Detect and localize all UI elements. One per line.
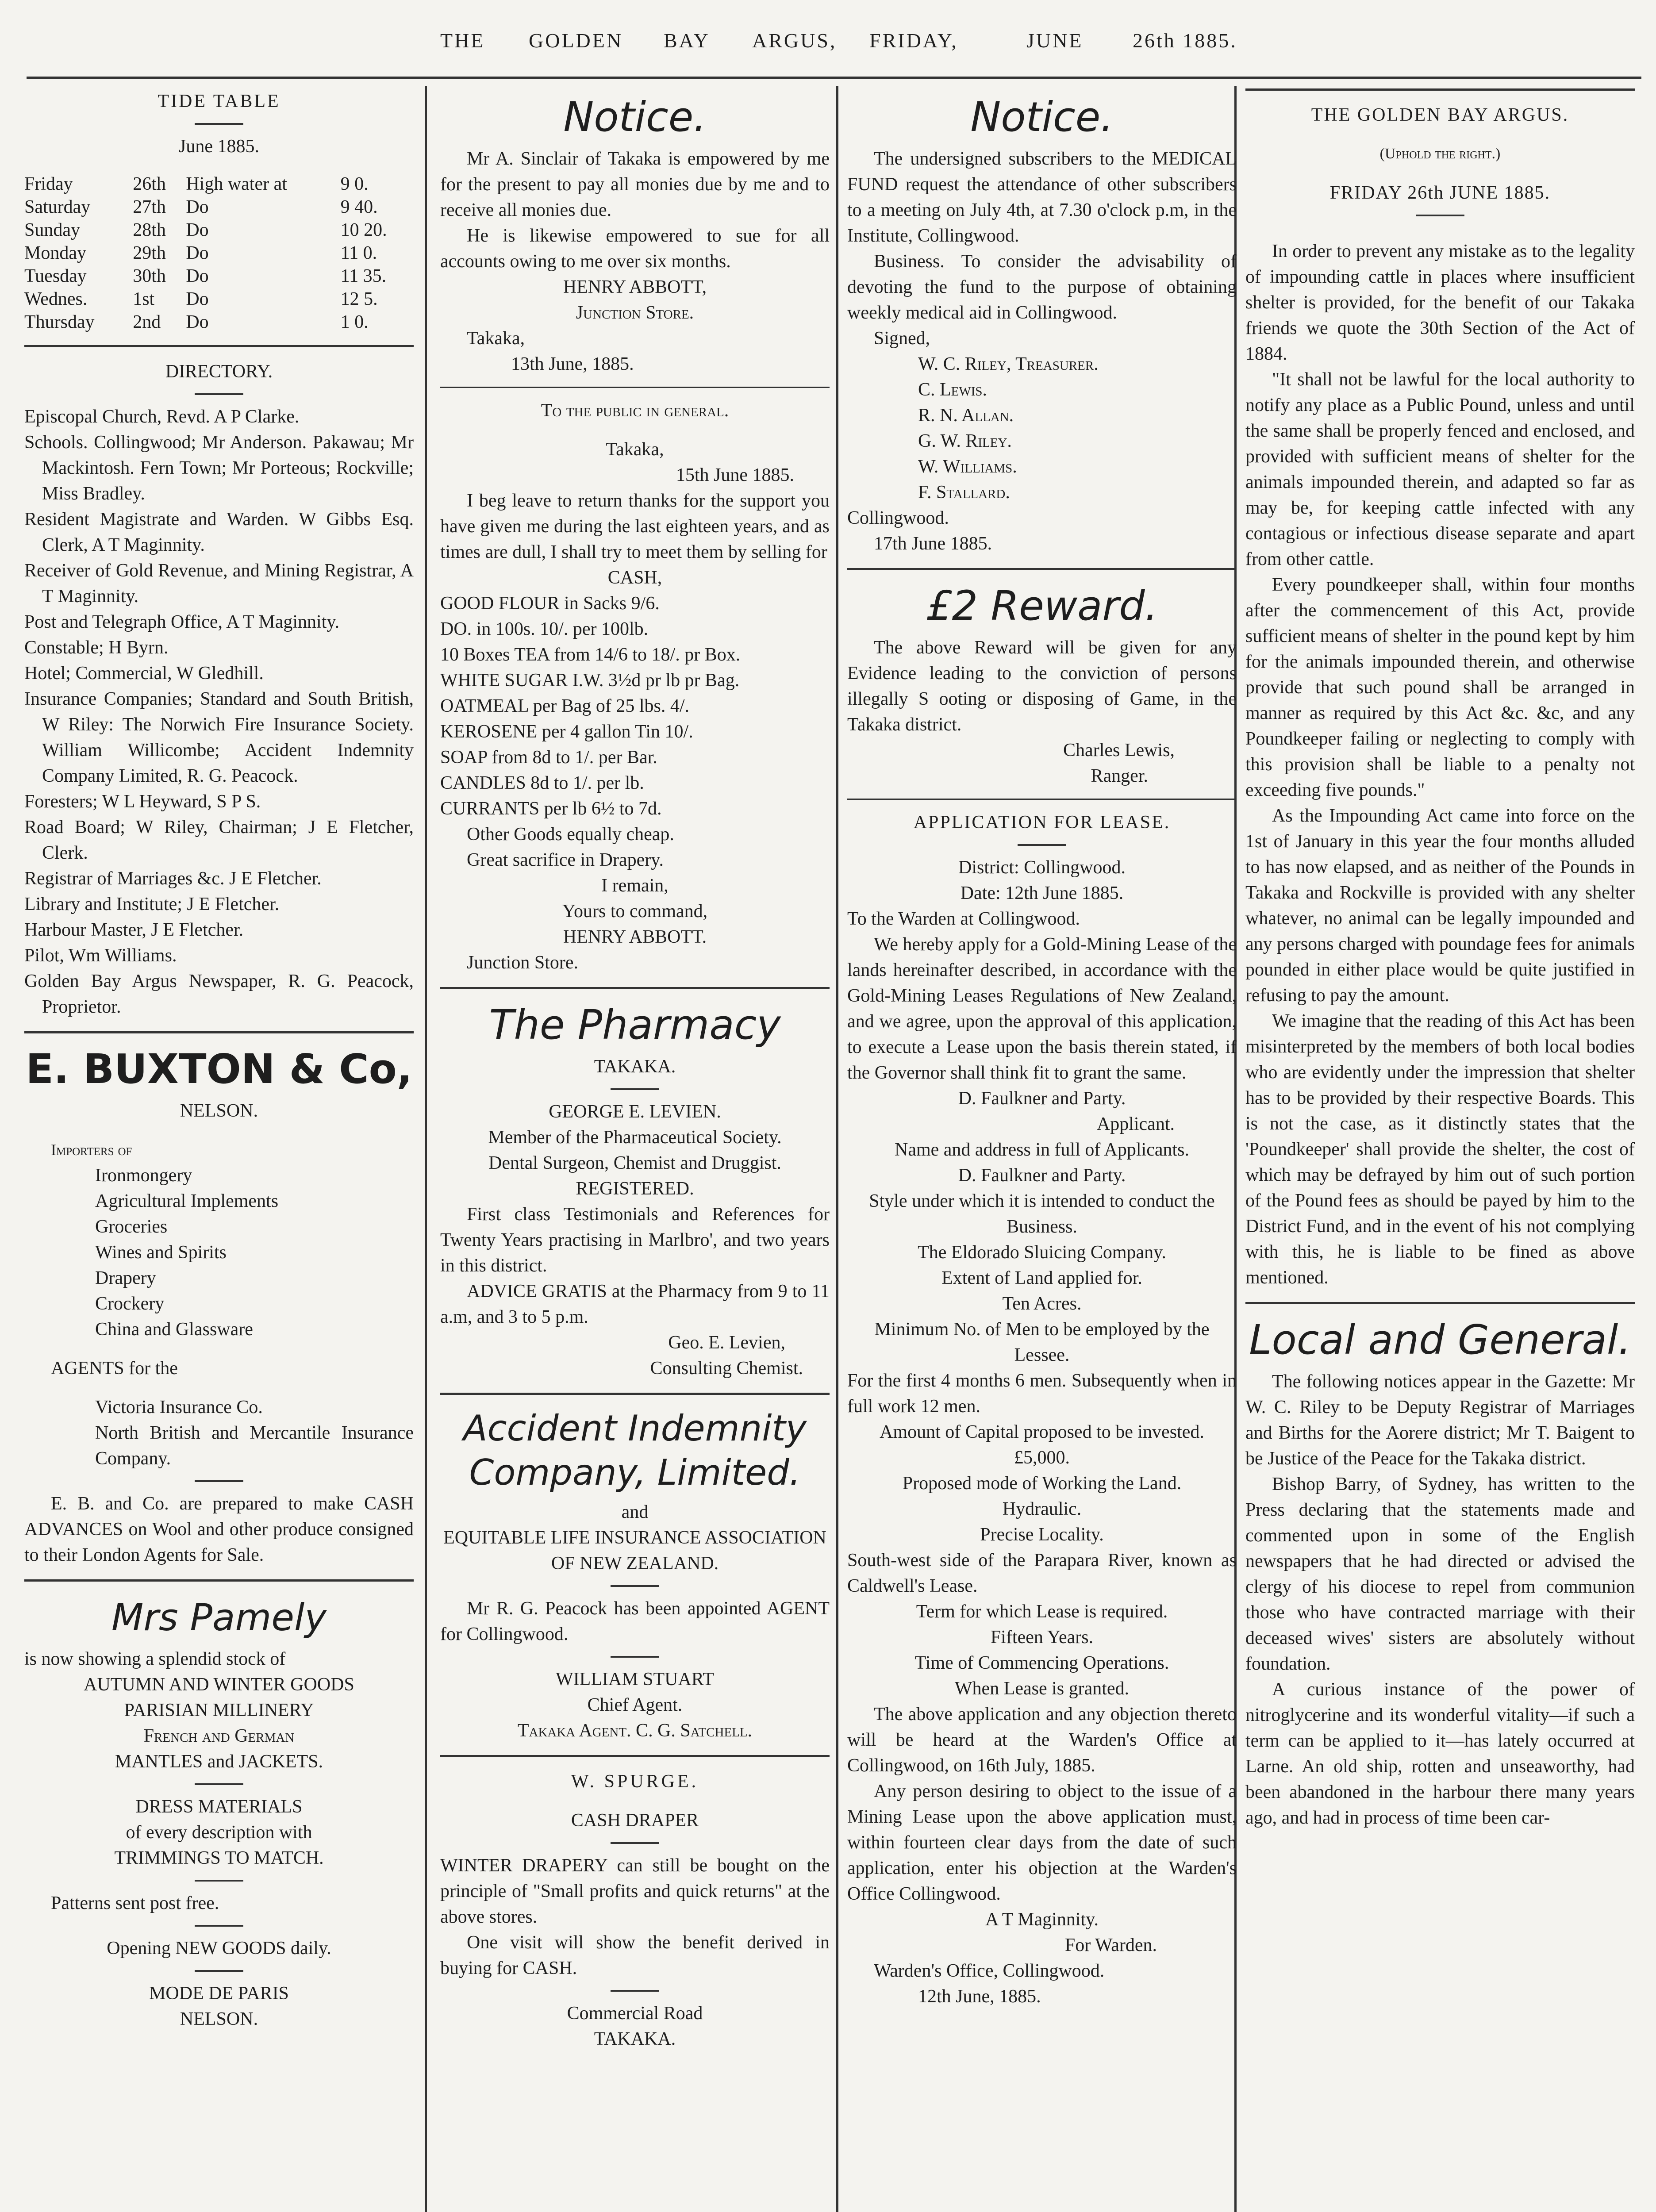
lease-line: For the first 4 months 6 men. Subsequently when in full work 12 men. (847, 1371, 1237, 1417)
column-1 (24, 88, 414, 2212)
signature: A T Maginnity. (985, 1909, 1099, 1930)
notice-heading: Notice. (563, 93, 707, 141)
divider (195, 1783, 243, 1785)
lease-text: The above application and any objection thereto will be heard at the Warden's Office at Collingwood, on 16th July, 1885. (847, 1704, 1237, 1776)
price-item: SOAP from 8d to 1/. per Bar. (440, 747, 657, 768)
masthead-argus: ARGUS, (752, 29, 837, 52)
goods-item: Agricultural Implements (95, 1191, 279, 1211)
signature-title: Chief Agent. (587, 1695, 683, 1715)
directory-entry: Schools. Collingwood; Mr Anderson. Pakawau; Mr Mackintosh. Fern Town; Mr Porteous; Rockville; Miss Bradley. (24, 432, 414, 504)
tide-row (24, 242, 414, 265)
pamely-line: AUTUMN AND WINTER GOODS (84, 1674, 354, 1695)
spurge-text: One visit will show the benefit derived in buying for CASH. (440, 1932, 830, 1978)
directory-entry: Post and Telegraph Office, A T Maginnity. (24, 612, 340, 632)
directory-entry: Constable; H Byrn. (24, 637, 169, 658)
price-item: GOOD FLOUR in Sacks 9/6. (440, 593, 660, 614)
public-line: Yours to command, (562, 901, 708, 922)
tide-day: Tuesday (24, 266, 87, 286)
lease-line: When Lease is granted. (954, 1678, 1130, 1699)
masthead-golden: GOLDEN (529, 29, 623, 52)
directory-entry: Receiver of Gold Revenue, and Mining Registrar, A T Maginnity. (24, 561, 414, 607)
divider (1245, 88, 1635, 91)
tide-day: Monday (24, 243, 86, 263)
divider (440, 1393, 830, 1395)
pharmacy-place: TAKAKA. (594, 1056, 676, 1077)
paper-motto: (Uphold the right.) (1379, 146, 1501, 162)
lease-line: Ten Acres. (1002, 1294, 1082, 1314)
public-line: Other Goods equally cheap. (467, 824, 674, 845)
masthead-day: FRIDAY, (869, 29, 958, 52)
tide-date: 2nd (133, 312, 161, 332)
divider (440, 987, 830, 989)
tide-row (24, 311, 414, 334)
lease-district: District: Collingwood. (958, 857, 1126, 878)
lease-line: Amount of Capital proposed to be invested. (880, 1422, 1204, 1442)
lease-date: Date: 12th June 1885. (960, 883, 1124, 903)
pharmacy-line: Dental Surgeon, Chemist and Druggist. (488, 1153, 781, 1173)
lease-line: Precise Locality. (980, 1525, 1104, 1545)
goods-item: Drapery (95, 1268, 156, 1288)
price-item: CURRANTS per lb 6½ to 7d. (440, 799, 662, 819)
reward-heading: £2 Reward. (926, 582, 1158, 630)
lease-line: Name and address in full of Applicants. (894, 1140, 1189, 1160)
notice-heading: Notice. (970, 93, 1114, 141)
pamely-line: TRIMMINGS TO MATCH. (114, 1848, 324, 1868)
pamely-line: MODE DE PARIS (149, 1983, 289, 2004)
divider (24, 1579, 414, 1582)
directory-entry: Episcopal Church, Revd. A P Clarke. (24, 407, 300, 427)
directory-entry: Hotel; Commercial, W Gledhill. (24, 663, 264, 684)
tide-label: Do (186, 289, 209, 309)
lease-line: South-west side of the Parapara River, known as Caldwell's Lease. (847, 1550, 1237, 1596)
local-general-text: Bishop Barry, of Sydney, has written to the Press declaring that the statements made and commented upon in some of the English newspapers that he had directed or advised the clergy of his diocese to repel from communion those who have contracted marriage with their deceased wives' sisters are absolutely without foundation. (1245, 1474, 1635, 1674)
pamely-line: Opening NEW GOODS daily. (107, 1938, 331, 1959)
masthead-the: THE (440, 29, 485, 52)
tide-table-month: June 1885. (179, 136, 259, 157)
column-divider (836, 86, 838, 2212)
lease-line: Term for which Lease is required. (916, 1601, 1168, 1622)
divider (611, 1990, 659, 1992)
signature: Geo. E. Levien, (668, 1333, 785, 1353)
tide-time: 1 0. (340, 312, 369, 332)
medical-fund-text: Business. To consider the advisability of devoting the fund to the purpose of obtaining weekly medical aid in Collingwood. (847, 251, 1237, 323)
signature: D. Faulkner and Party. (958, 1088, 1126, 1109)
signature-title: For Warden. (1064, 1935, 1157, 1955)
masthead (0, 24, 1656, 73)
tide-date: 30th (133, 266, 166, 286)
notice-text: He is likewise empowered to sue for all accounts owing to me over six months. (440, 226, 830, 272)
agents-label: AGENTS for the (51, 1358, 178, 1379)
directory-entry: Foresters; W L Heyward, S P S. (24, 791, 261, 812)
column-3 (847, 88, 1237, 2212)
tide-date: 27th (133, 197, 166, 217)
divider (1416, 215, 1464, 216)
accident-line: and (621, 1502, 649, 1522)
tide-date: 29th (133, 243, 166, 263)
reward-text: The above Reward will be given for any Evidence leading to the conviction of persons illegally S ooting or disposing of Game, in the Takaka district. (847, 637, 1237, 735)
goods-list (24, 1163, 414, 1342)
directory-entry: Resident Magistrate and Warden. W Gibbs Esq. Clerk, A T Maginnity. (24, 509, 414, 555)
directory-entry: Road Board; W Riley, Chairman; J E Fletcher, Clerk. (24, 817, 414, 863)
column-4 (1245, 88, 1635, 2212)
tide-row (24, 288, 414, 311)
tide-time: 11 35. (340, 266, 387, 286)
medical-place: Collingwood. (847, 508, 949, 528)
masthead-bay: BAY (664, 29, 710, 52)
signer-name: W. C. Riley, Treasurer. (918, 354, 1099, 374)
pharmacy-line: REGISTERED. (576, 1179, 694, 1199)
editorial-text: We imagine that the reading of this Act has been misinterpreted by the members of both local bodies who are evidently under the impression that shelter has to be provided by their respective Boards. This is not the case, as it distinctly states that the 'Poundkeeper' shall provide the shelter, the cost of which may be defrayed by him out of such portion of the Pound fees as should be payed by him to the District Fund, and in the event of his not complying with this, he is liable to be fined as above mentioned. (1245, 1011, 1635, 1288)
paper-title: THE GOLDEN BAY ARGUS. (1311, 105, 1569, 125)
divider (195, 123, 243, 125)
agent-victoria: Victoria Insurance Co. (95, 1397, 263, 1417)
medical-fund-text: The undersigned subscribers to the MEDICAL FUND request the attendance of other subscribers to a meeting on July 4th, at 7.30 o'clock p.m, in the Institute, Collingwood. (847, 149, 1237, 246)
divider (195, 1970, 243, 1972)
divider (24, 1031, 414, 1033)
spurge-sub: CASH DRAPER (571, 1810, 699, 1831)
public-text: I beg leave to return thanks for the support you have given me during the last eighteen years, and as times are dull, I shall try to meet them by selling for (440, 491, 830, 562)
lease-text: Any person desiring to object to the issue of a Mining Lease upon the above application must, within fourteen clear days from the date of such application, enter his objection at the Warden's Office Collingwood. (847, 1781, 1237, 1904)
divider (195, 393, 243, 395)
signature: HENRY ABBOTT. (563, 927, 707, 947)
tide-table (24, 173, 414, 334)
pharmacy-line: Member of the Pharmaceutical Society. (488, 1127, 782, 1148)
pamely-line: is now showing a splendid stock of (24, 1649, 286, 1669)
price-item: WHITE SUGAR I.W. 3½d pr lb pr Bag. (440, 670, 740, 691)
tide-time: 9 40. (340, 197, 378, 217)
accident-text: Mr R. G. Peacock has been appointed AGENT for Collingwood. (440, 1598, 830, 1644)
notice-date: 13th June, 1885. (511, 354, 634, 374)
tide-date: 1st (133, 289, 155, 309)
pamely-line: NELSON. (180, 2009, 258, 2029)
price-list (440, 591, 830, 822)
signature: WILLIAM STUART (556, 1669, 714, 1690)
tide-label: Do (186, 197, 209, 217)
buxton-heading: E. BUXTON & Co, (26, 1045, 412, 1093)
price-item: KEROSENE per 4 gallon Tin 10/. (440, 722, 693, 742)
divider (195, 1480, 243, 1482)
lease-line: The Eldorado Sluicing Company. (918, 1242, 1166, 1263)
pharmacy-heading: The Pharmacy (489, 1001, 781, 1048)
tide-label: Do (186, 243, 209, 263)
tide-row (24, 219, 414, 242)
divider (847, 799, 1237, 800)
tide-row (24, 196, 414, 219)
directory-entry: Golden Bay Argus Newspaper, R. G. Peacock, Proprietor. (24, 971, 414, 1017)
divider (440, 1755, 830, 1757)
accident-line: EQUITABLE LIFE INSURANCE ASSOCIATION OF NEW ZEALAND. (443, 1528, 826, 1574)
signature-title: Junction Store. (467, 952, 578, 973)
goods-item: Crockery (95, 1294, 165, 1314)
tide-label: High water at (186, 174, 287, 194)
price-item: 10 Boxes TEA from 14/6 to 18/. pr Box. (440, 645, 741, 665)
tide-day: Sunday (24, 220, 80, 240)
divider (24, 345, 414, 347)
signer-name: G. W. Riley. (918, 431, 1012, 451)
divider (611, 1842, 659, 1844)
tide-row (24, 173, 414, 196)
pharmacy-text: First class Testimonials and References for Twenty Years practising in Marlbro', and two years in this district. (440, 1204, 830, 1276)
public-line: Great sacrifice in Drapery. (467, 850, 664, 870)
divider (195, 1925, 243, 1927)
signer-name: C. Lewis. (918, 380, 987, 400)
pamely-line: DRESS MATERIALS (135, 1797, 303, 1817)
tide-time: 11 0. (340, 243, 377, 263)
local-general-text: The following notices appear in the Gazette: Mr W. C. Riley to be Deputy Registrar of Marriages and Births for the Aorere district; Mr T. Baigent to be Justice of the Peace for the Takaka district. (1245, 1371, 1635, 1469)
column-divider (425, 86, 427, 2212)
column-2 (440, 88, 830, 2212)
pamely-line: of every description with (126, 1822, 312, 1843)
local-general-text: A curious instance of the power of nitroglycerine and its wonderful vitality—if such a term can be applied to it—has lately occurred at Larne. An old ship, rotten and unseaworthy, had been abandoned in the harbour there many years ago, and had in process of time been car- (1245, 1679, 1635, 1828)
masthead-rule (27, 77, 1641, 79)
divider (1018, 844, 1066, 846)
tide-time: 9 0. (340, 174, 369, 194)
lease-line: D. Faulkner and Party. (958, 1165, 1126, 1186)
price-item: OATMEAL per Bag of 25 lbs. 4/. (440, 696, 690, 716)
tide-day: Wednes. (24, 289, 88, 309)
spurge-heading: W. SPURGE. (571, 1771, 699, 1792)
pamely-line: PARISIAN MILLINERY (124, 1700, 314, 1720)
signers-list (847, 351, 1237, 505)
editorial-text: Every poundkeeper shall, within four months after the commencement of this Act, provide sufficient means of shelter in the pound kept by him for the animals impounded therein, and otherwise provide that such pound shall be arranged in manner as required by this Act &c. &c, and any Poundkeeper failing or neglecting to comply with this provision shall be liable to a penalty not exceeding five pounds." (1245, 575, 1635, 800)
spurge-text: WINTER DRAPERY can still be bought on the principle of "Small profits and quick returns" at the above stores. (440, 1855, 830, 1927)
goods-item: Wines and Spirits (95, 1242, 227, 1263)
lease-text: We hereby apply for a Gold-Mining Lease of the lands hereinafter described, in accordance with the Gold-Mining Leases Regulations of New Zealand, and we agree, upon the approval of this application, to execute a Lease upon the basis therein stated, if the Governor shall think fit to grant the same. (847, 934, 1237, 1083)
divider (611, 1088, 659, 1090)
lease-line: Hydraulic. (1002, 1499, 1082, 1519)
price-item: DO. in 100s. 10/. per 100lb. (440, 619, 649, 639)
lease-date-footer: 12th June, 1885. (918, 1986, 1041, 2007)
directory-entry: Registrar of Marriages &c. J E Fletcher. (24, 868, 322, 889)
lease-line: Fifteen Years. (990, 1627, 1094, 1647)
signature-title: Ranger. (1091, 766, 1148, 786)
goods-item: China and Glassware (95, 1319, 253, 1340)
pamely-line: MANTLES and JACKETS. (115, 1751, 323, 1772)
accident-line: Takaka Agent. C. G. Satchell. (517, 1720, 753, 1741)
local-general-heading: Local and General. (1249, 1316, 1631, 1363)
directory-list (24, 404, 414, 1020)
divider (611, 1585, 659, 1587)
editorial-text: As the Impounding Act came into force on the 1st of January in this year the four months alluded to has now elapsed, and as neither of the Pounds in Takaka and Rockville is provided with any shelter whatever, no animal can be legally impounded and any persons charged with poundage fees for animals pounded in either place would be quite justified in refusing to pay the amount. (1245, 806, 1635, 1006)
tide-day: Thursday (24, 312, 95, 332)
directory-entry: Pilot, Wm Williams. (24, 945, 177, 966)
masthead-date: 26th 1885. (1133, 29, 1237, 52)
notice-place: Takaka, (467, 328, 525, 349)
directory-title: DIRECTORY. (165, 361, 273, 382)
tide-date: 28th (133, 220, 166, 240)
lease-line: Style under which it is intended to conduct the Business. (869, 1191, 1215, 1237)
buxton-place: NELSON. (180, 1101, 258, 1121)
accident-heading: Accident Indemnity Company, Limited. (463, 1408, 807, 1493)
divider (1245, 1302, 1635, 1304)
goods-item: Groceries (95, 1217, 168, 1237)
lease-heading: APPLICATION FOR LEASE. (913, 812, 1171, 833)
public-place: Takaka, (606, 439, 664, 460)
tide-time: 12 5. (340, 289, 378, 309)
lease-line: Proposed mode of Working the Land. (902, 1473, 1182, 1494)
lease-office: Warden's Office, Collingwood. (874, 1961, 1105, 1981)
masthead-month: JUNE (1026, 29, 1084, 52)
directory-entry: Library and Institute; J E Fletcher. (24, 894, 280, 914)
tide-label: Do (186, 220, 209, 240)
lease-to: To the Warden at Collingwood. (847, 909, 1080, 929)
divider (847, 568, 1237, 570)
directory-entry: Harbour Master, J E Fletcher. (24, 920, 244, 940)
signer-name: W. Williams. (918, 457, 1017, 477)
signature-title: Consulting Chemist. (650, 1358, 803, 1379)
importers-label: Importers of (51, 1141, 132, 1159)
signature: Charles Lewis, (1063, 740, 1175, 760)
signed-label: Signed, (874, 328, 930, 349)
directory-entry: Insurance Companies; Standard and South British, W Riley: The Norwich Fire Insurance Society. William Willicombe; Accident Indemnity Company Limited, R. G. Peacock. (24, 689, 414, 786)
editorial-text: "It shall not be lawful for the local authority to notify any place as a Public Pound, unless and until the same shall be properly fenced and enclosed, and provided with sufficient means of shelter for the animals impounded therein, and adapted so far as may be, for keeping cattle infected with any contagious or infectious disease separate and apart from other cattle. (1245, 369, 1635, 569)
tide-day: Friday (24, 174, 73, 194)
signer-name: F. Stallard. (918, 482, 1010, 503)
signature: HENRY ABBOTT, (563, 277, 707, 297)
spurge-line: TAKAKA. (594, 2029, 676, 2049)
signer-name: R. N. Allan. (918, 405, 1014, 426)
tide-table-title: TIDE TABLE (158, 91, 280, 111)
public-cash: CASH, (607, 568, 662, 588)
price-item: CANDLES 8d to 1/. per lb. (440, 773, 644, 793)
tide-label: Do (186, 312, 209, 332)
tide-date: 26th (133, 174, 166, 194)
tide-day: Saturday (24, 197, 91, 217)
pamely-line: French and German (143, 1726, 295, 1746)
tide-time: 10 20. (340, 220, 387, 240)
signature-title: Applicant. (1096, 1114, 1175, 1134)
tide-label: Do (186, 266, 209, 286)
divider (440, 387, 830, 388)
lease-line: £5,000. (1014, 1448, 1070, 1468)
signature-title: Junction Store. (576, 303, 694, 323)
pamely-heading: Mrs Pamely (111, 1596, 327, 1639)
paper-dateline: FRIDAY 26th JUNE 1885. (1329, 183, 1551, 203)
lease-line: Minimum No. of Men to be employed by the Lessee. (874, 1319, 1210, 1365)
pamely-line: Patterns sent post free. (51, 1893, 219, 1913)
medical-date: 17th June 1885. (874, 534, 992, 554)
divider (611, 1656, 659, 1658)
goods-item: Ironmongery (95, 1165, 192, 1186)
public-date: 15th June 1885. (676, 465, 794, 485)
pharmacist-name: GEORGE E. LEVIEN. (549, 1102, 721, 1122)
cash-advances-text: E. B. and Co. are prepared to make CASH ADVANCES on Wool and other produce consigned to their London Agents for Sale. (24, 1494, 414, 1565)
lease-line: Time of Commencing Operations. (914, 1653, 1169, 1673)
public-line: I remain, (601, 876, 669, 896)
notice-text: Mr A. Sinclair of Takaka is empowered by me for the present to pay all monies due by me and to receive all monies due. (440, 149, 830, 220)
public-heading: To the public in general. (541, 400, 729, 421)
lease-line: Extent of Land applied for. (941, 1268, 1142, 1288)
spurge-line: Commercial Road (567, 2003, 703, 2024)
agent-north-british: North British and Mercantile Insurance Company. (95, 1423, 414, 1469)
pharmacy-text: ADVICE GRATIS at the Pharmacy from 9 to 11 a.m, and 3 to 5 p.m. (440, 1281, 830, 1327)
editorial-text: In order to prevent any mistake as to the legality of impounding cattle in places where insufficient shelter is provided, for the benefit of our Takaka friends we quote the 30th Section of the Act of 1884. (1245, 241, 1635, 364)
divider (195, 1880, 243, 1882)
tide-row (24, 265, 414, 288)
